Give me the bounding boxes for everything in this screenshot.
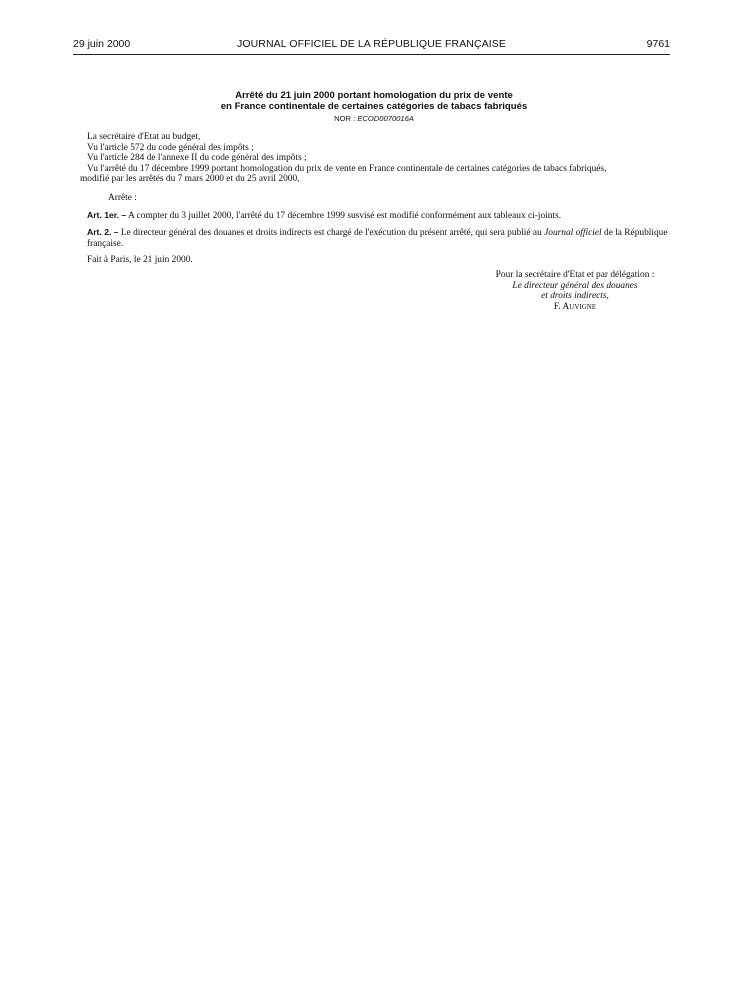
nor-label: NOR : [334, 114, 356, 123]
closing-line: Fait à Paris, le 21 juin 2000. [87, 255, 193, 266]
decree-title [80, 90, 668, 112]
signatory-name: F. Auvigne [553, 301, 597, 312]
article-1-label: Art. 1er. – [87, 209, 127, 220]
article-2-journal-officiel: Journal officiel [544, 228, 602, 239]
preamble-line: modifié par les arrêtés du 7 mars 2000 et du 25 avril 2000, [80, 174, 300, 185]
article-2-label: Art. 2. – [87, 227, 119, 238]
nor-reference [80, 114, 668, 123]
article-1-text: A compter du 3 juillet 2000, l'arrêté du 17 décembre 1999 susvisé est modifié conformément aux tableaux ci-joints. [128, 210, 562, 221]
decree-body [80, 132, 674, 266]
signature-line-3: et droits indirects, [541, 291, 609, 302]
decree-title-line-2: en France continentale de certaines catégories de tabacs fabriqués [220, 101, 528, 112]
article-1 [80, 210, 674, 222]
header-date: 29 juin 2000 [73, 38, 131, 50]
nor-code: ECOD0070016A [357, 114, 414, 123]
preamble-line: Vu l'article 284 de l'annexe II du code général des impôts ; [87, 153, 307, 164]
preamble-line: La secrétaire d'Etat au budget, [87, 132, 201, 142]
signature-line-1: Pour la secrétaire d'Etat et par délégation : [495, 270, 655, 280]
signature-line-2: Le directeur général des douanes [512, 280, 638, 291]
running-header [73, 38, 670, 54]
preamble-line: Vu l'arrêté du 17 décembre 1999 portant homologation du prix de vente en France continentale de certaines catégories de tabacs fabriqués, [87, 163, 607, 174]
header-rule [73, 54, 670, 55]
journal-title: JOURNAL OFFICIEL DE LA RÉPUBLIQUE FRANÇAISE [237, 38, 506, 50]
preamble-line: Vu l'article 572 du code général des impôts ; [87, 142, 254, 153]
signature-block [470, 270, 680, 312]
article-2 [80, 227, 674, 249]
page-number: 9761 [646, 38, 670, 50]
decree-title-line-1: Arrêté du 21 juin 2000 portant homologation du prix de vente [235, 90, 513, 101]
article-2-text: Le directeur général des douanes et droits indirects est chargé de l'exécution du présent arrêté, qui sera publié au [120, 228, 542, 239]
article-2-text-end: de la République française. [87, 228, 668, 249]
arrete-heading: Arrête : [108, 192, 137, 203]
